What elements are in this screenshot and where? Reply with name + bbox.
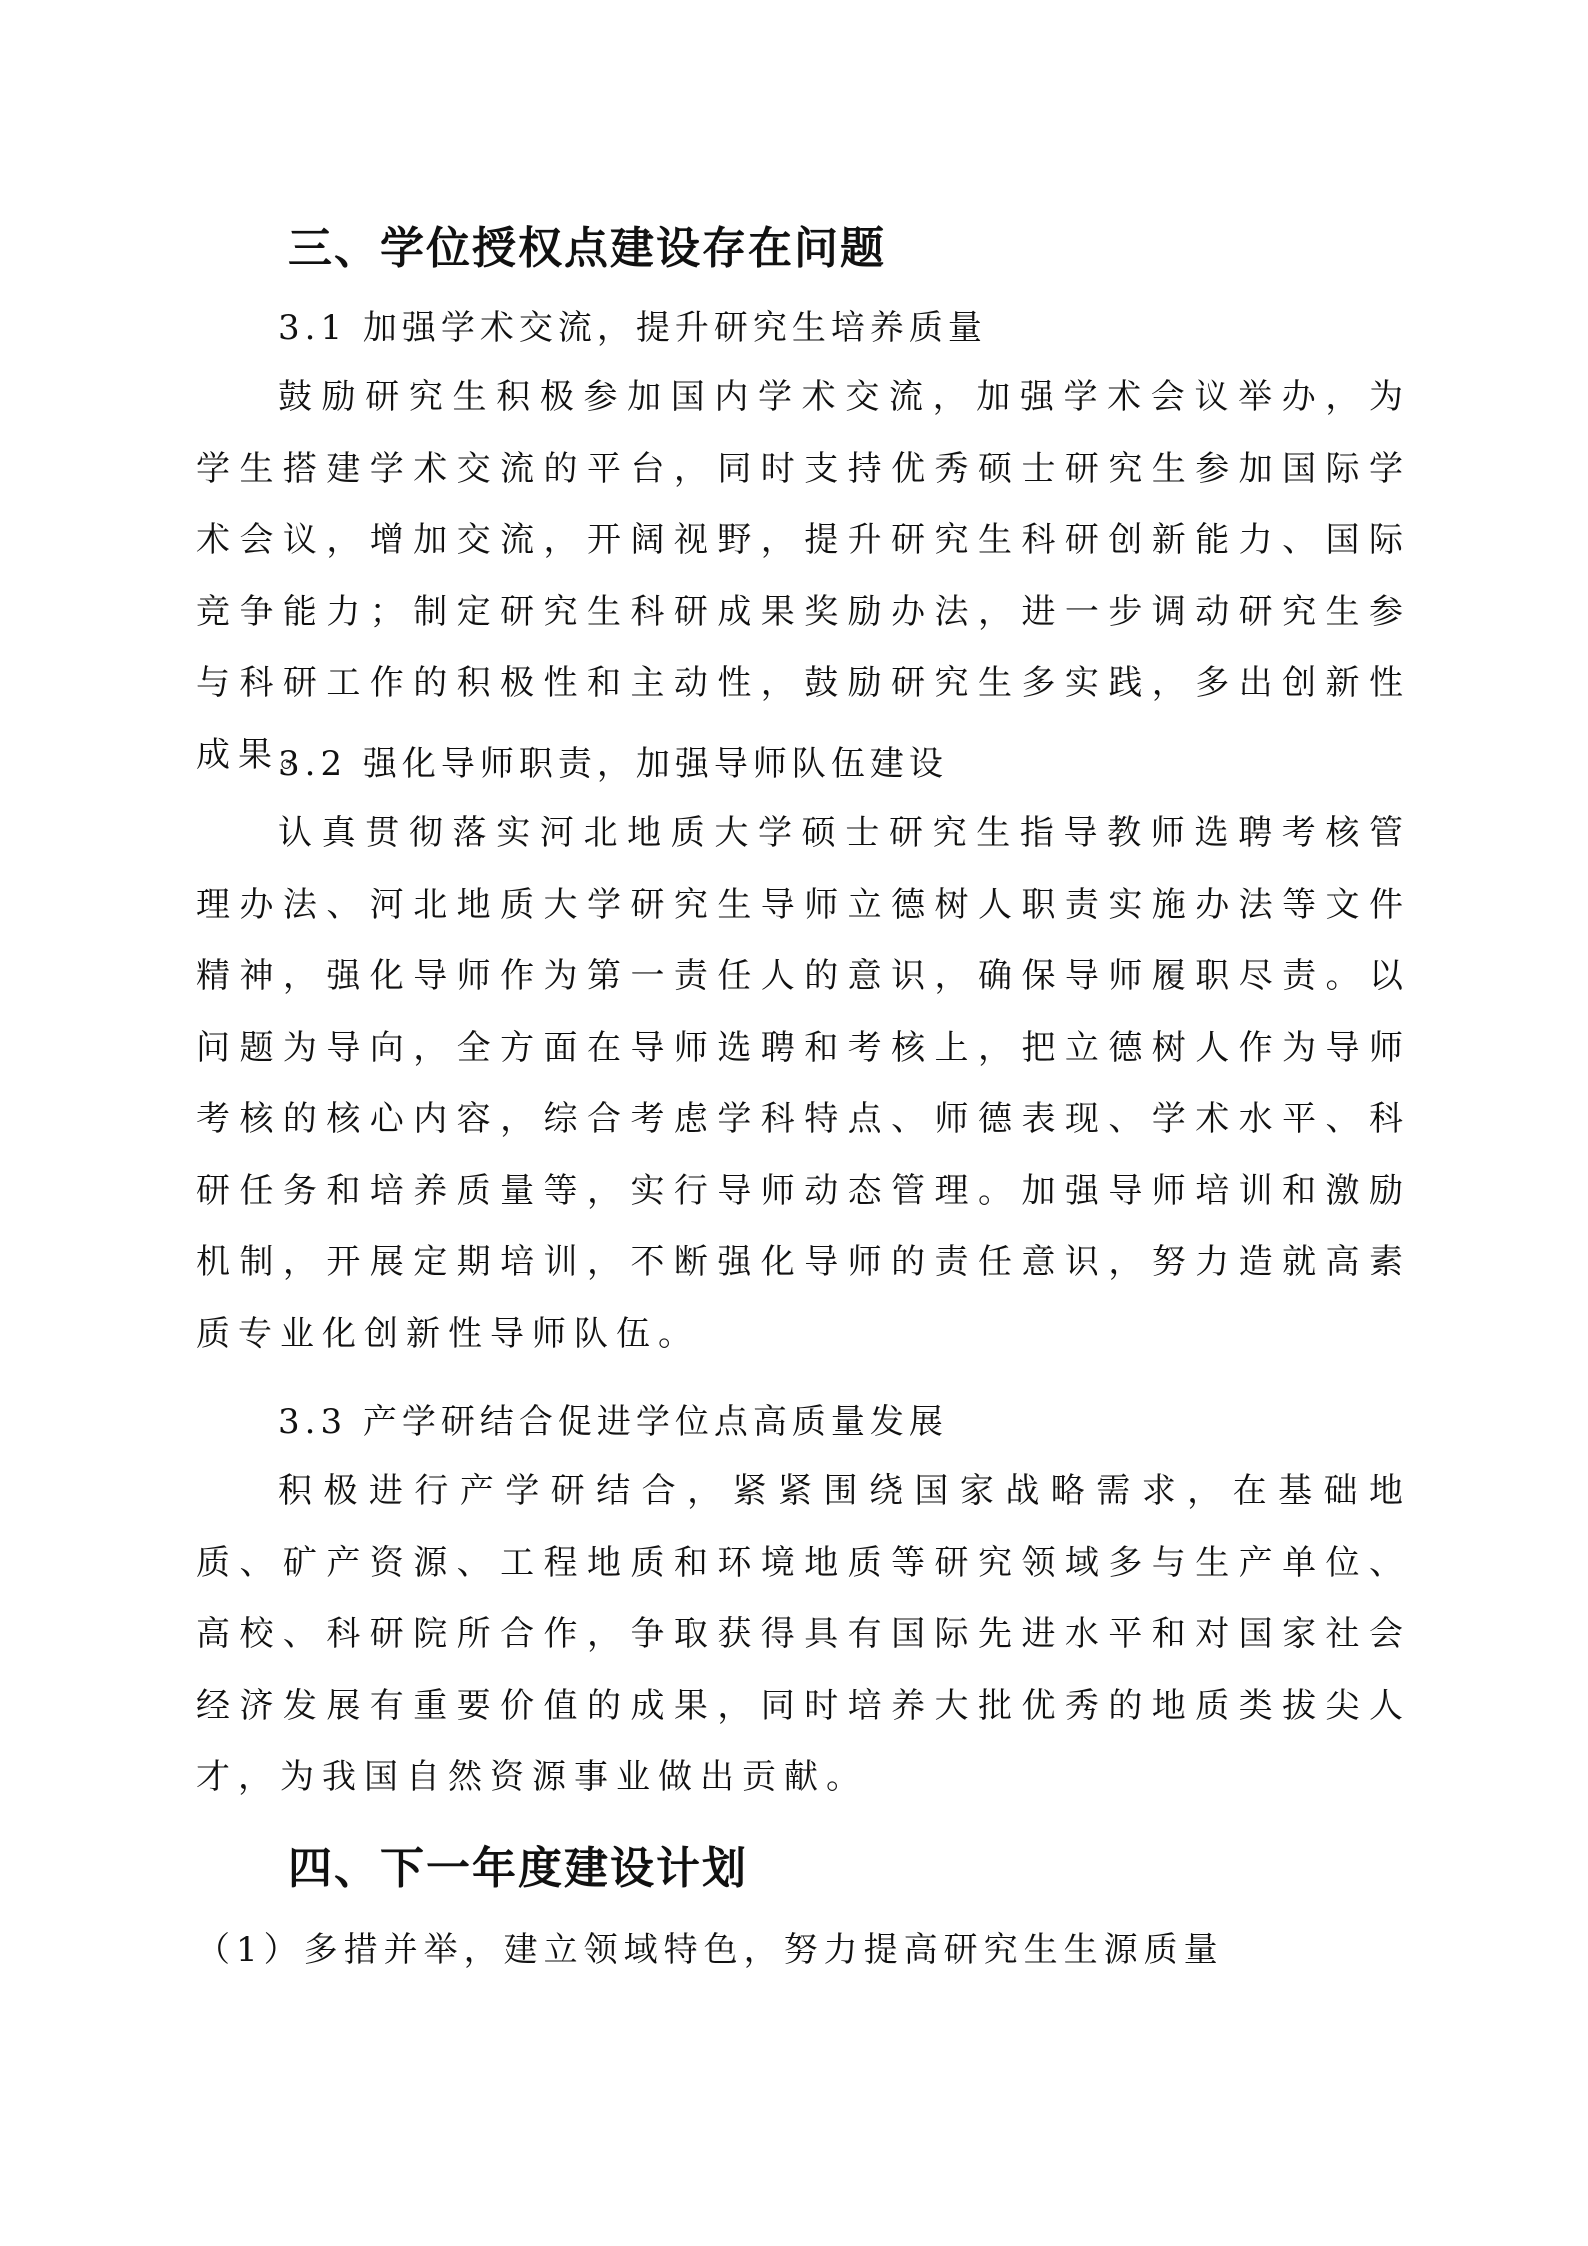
subsection-3-1-paragraph: 鼓励研究生积极参加国内学术交流，加强学术会议举办，为学生搭建学术交流的平台，同时支持优秀硕士研究生参加国际学术会议，增加交流，开阔视野，提升研究生科研创新能力、国际竞争能力；制定研究生科研成果奖励办法，进一步调动研究生参与科研工作的积极性和主动性，鼓励研究生多实践，多出创新性成果。 <box>196 377 1411 775</box>
subsection-3-2-heading: 3.2 强化导师职责，加强导师队伍建设 <box>278 744 948 784</box>
subsection-3-1-heading: 3.1 加强学术交流，提升研究生培养质量 <box>278 308 987 348</box>
subsection-3-2-paragraph: 认真贯彻落实河北地质大学硕士研究生指导教师选聘考核管理办法、河北地质大学研究生导师立德树人职责实施办法等文件精神，强化导师作为第一责任人的意识，确保导师履职尽责。以问题为导向，全方面在导师选聘和考核上，把立德树人作为导师考核的核心内容，综合考虑学科特点、师德表现、学术水平、科研任务和培养质量等，实行导师动态管理。加强导师培训和激励机制，开展定期培训，不断强化导师的责任意识，努力造就高素质专业化创新性导师队伍。 <box>196 813 1411 1354</box>
plan-item-1: （1）多措并举，建立领域特色，努力提高研究生生源质量 <box>196 1930 1224 1970</box>
subsection-3-3-paragraph: 积极进行产学研结合，紧紧围绕国家战略需求，在基础地质、矿产资源、工程地质和环境地质等研究领域多与生产单位、高校、科研院所合作，争取获得具有国际先进水平和对国家社会经济发展有重要价值的成果，同时培养大批优秀的地质类拔尖人才，为我国自然资源事业做出贡献。 <box>196 1471 1411 1797</box>
section-4-title: 四、下一年度建设计划 <box>288 1843 748 1894</box>
section-3-title: 三、学位授权点建设存在问题 <box>288 223 886 274</box>
subsection-3-3-heading: 3.3 产学研结合促进学位点高质量发展 <box>278 1402 948 1442</box>
